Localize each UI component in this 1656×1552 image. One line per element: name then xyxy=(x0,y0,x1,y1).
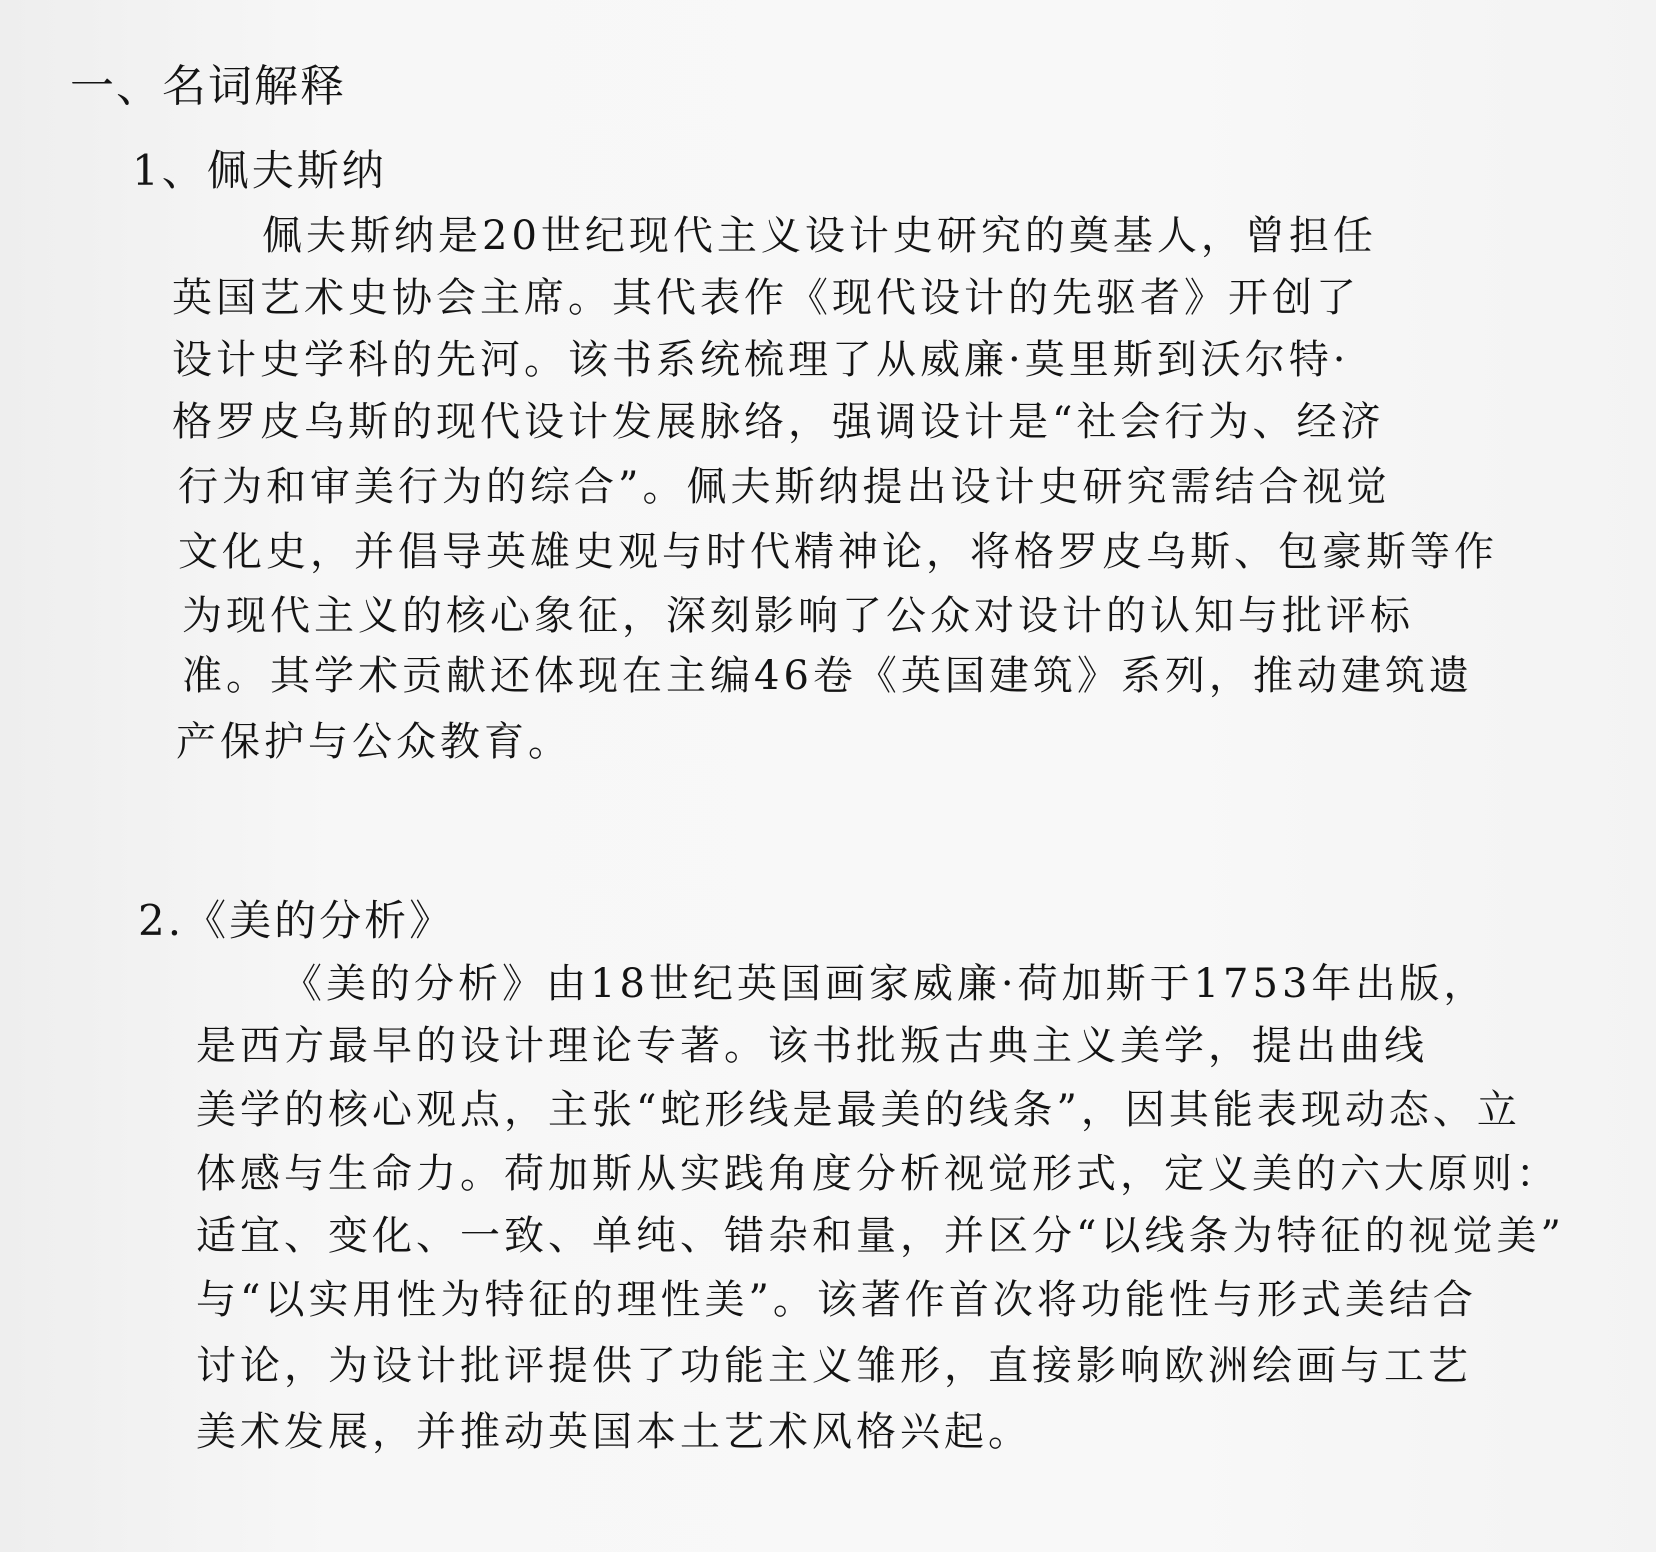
term-2-line: 与“以实用性为特征的理性美”。该著作首次将功能性与形式美结合 xyxy=(196,1277,1477,1323)
term-1-line: 为现代主义的核心象征，深刻影响了公众对设计的认知与批评标 xyxy=(182,593,1414,639)
term-1-line: 英国艺术史协会主席。其代表作《现代设计的先驱者》开创了 xyxy=(172,275,1360,321)
term-1-line: 准。其学术贡献还体现在主编46卷《英国建筑》系列，推动建筑遗 xyxy=(182,653,1473,699)
term-1-line: 设计史学科的先河。该书系统梳理了从威廉·莫里斯到沃尔特· xyxy=(172,337,1350,383)
term-1-line: 产保护与公众教育。 xyxy=(176,719,572,765)
term-2-line: 讨论，为设计批评提供了功能主义雏形，直接影响欧洲绘画与工艺 xyxy=(196,1343,1472,1389)
term-title-analysis-of-beauty: 2.《美的分析》 xyxy=(138,896,455,945)
term-2-line: 《美的分析》由18世纪英国画家威廉·荷加斯于1753年出版， xyxy=(282,961,1488,1007)
term-2-line: 美术发展，并推动英国本土艺术风格兴起。 xyxy=(196,1409,1032,1455)
section-heading: 一、名词解释 xyxy=(70,61,346,112)
term-2-line: 适宜、变化、一致、单纯、错杂和量，并区分“以线条为特征的视觉美” xyxy=(196,1213,1565,1259)
term-1-line: 文化史，并倡导英雄史观与时代精神论，将格罗皮乌斯、包豪斯等作 xyxy=(178,529,1498,575)
term-2-line: 是西方最早的设计理论专著。该书批叛古典主义美学，提出曲线 xyxy=(196,1023,1428,1069)
term-title-pevsner: 1、佩夫斯纳 xyxy=(132,146,387,195)
term-1-line: 格罗皮乌斯的现代设计发展脉络，强调设计是“社会行为、经济 xyxy=(172,399,1385,445)
term-1-line: 佩夫斯纳是20世纪现代主义设计史研究的奠基人，曾担任 xyxy=(262,213,1377,259)
term-2-line: 体感与生命力。荷加斯从实践角度分析视觉形式，定义美的六大原则： xyxy=(196,1151,1560,1197)
term-1-line: 行为和审美行为的综合”。佩夫斯纳提出设计史研究需结合视觉 xyxy=(178,464,1391,510)
term-2-line: 美学的核心观点，主张“蛇形线是最美的线条”，因其能表现动态、立 xyxy=(196,1087,1521,1133)
